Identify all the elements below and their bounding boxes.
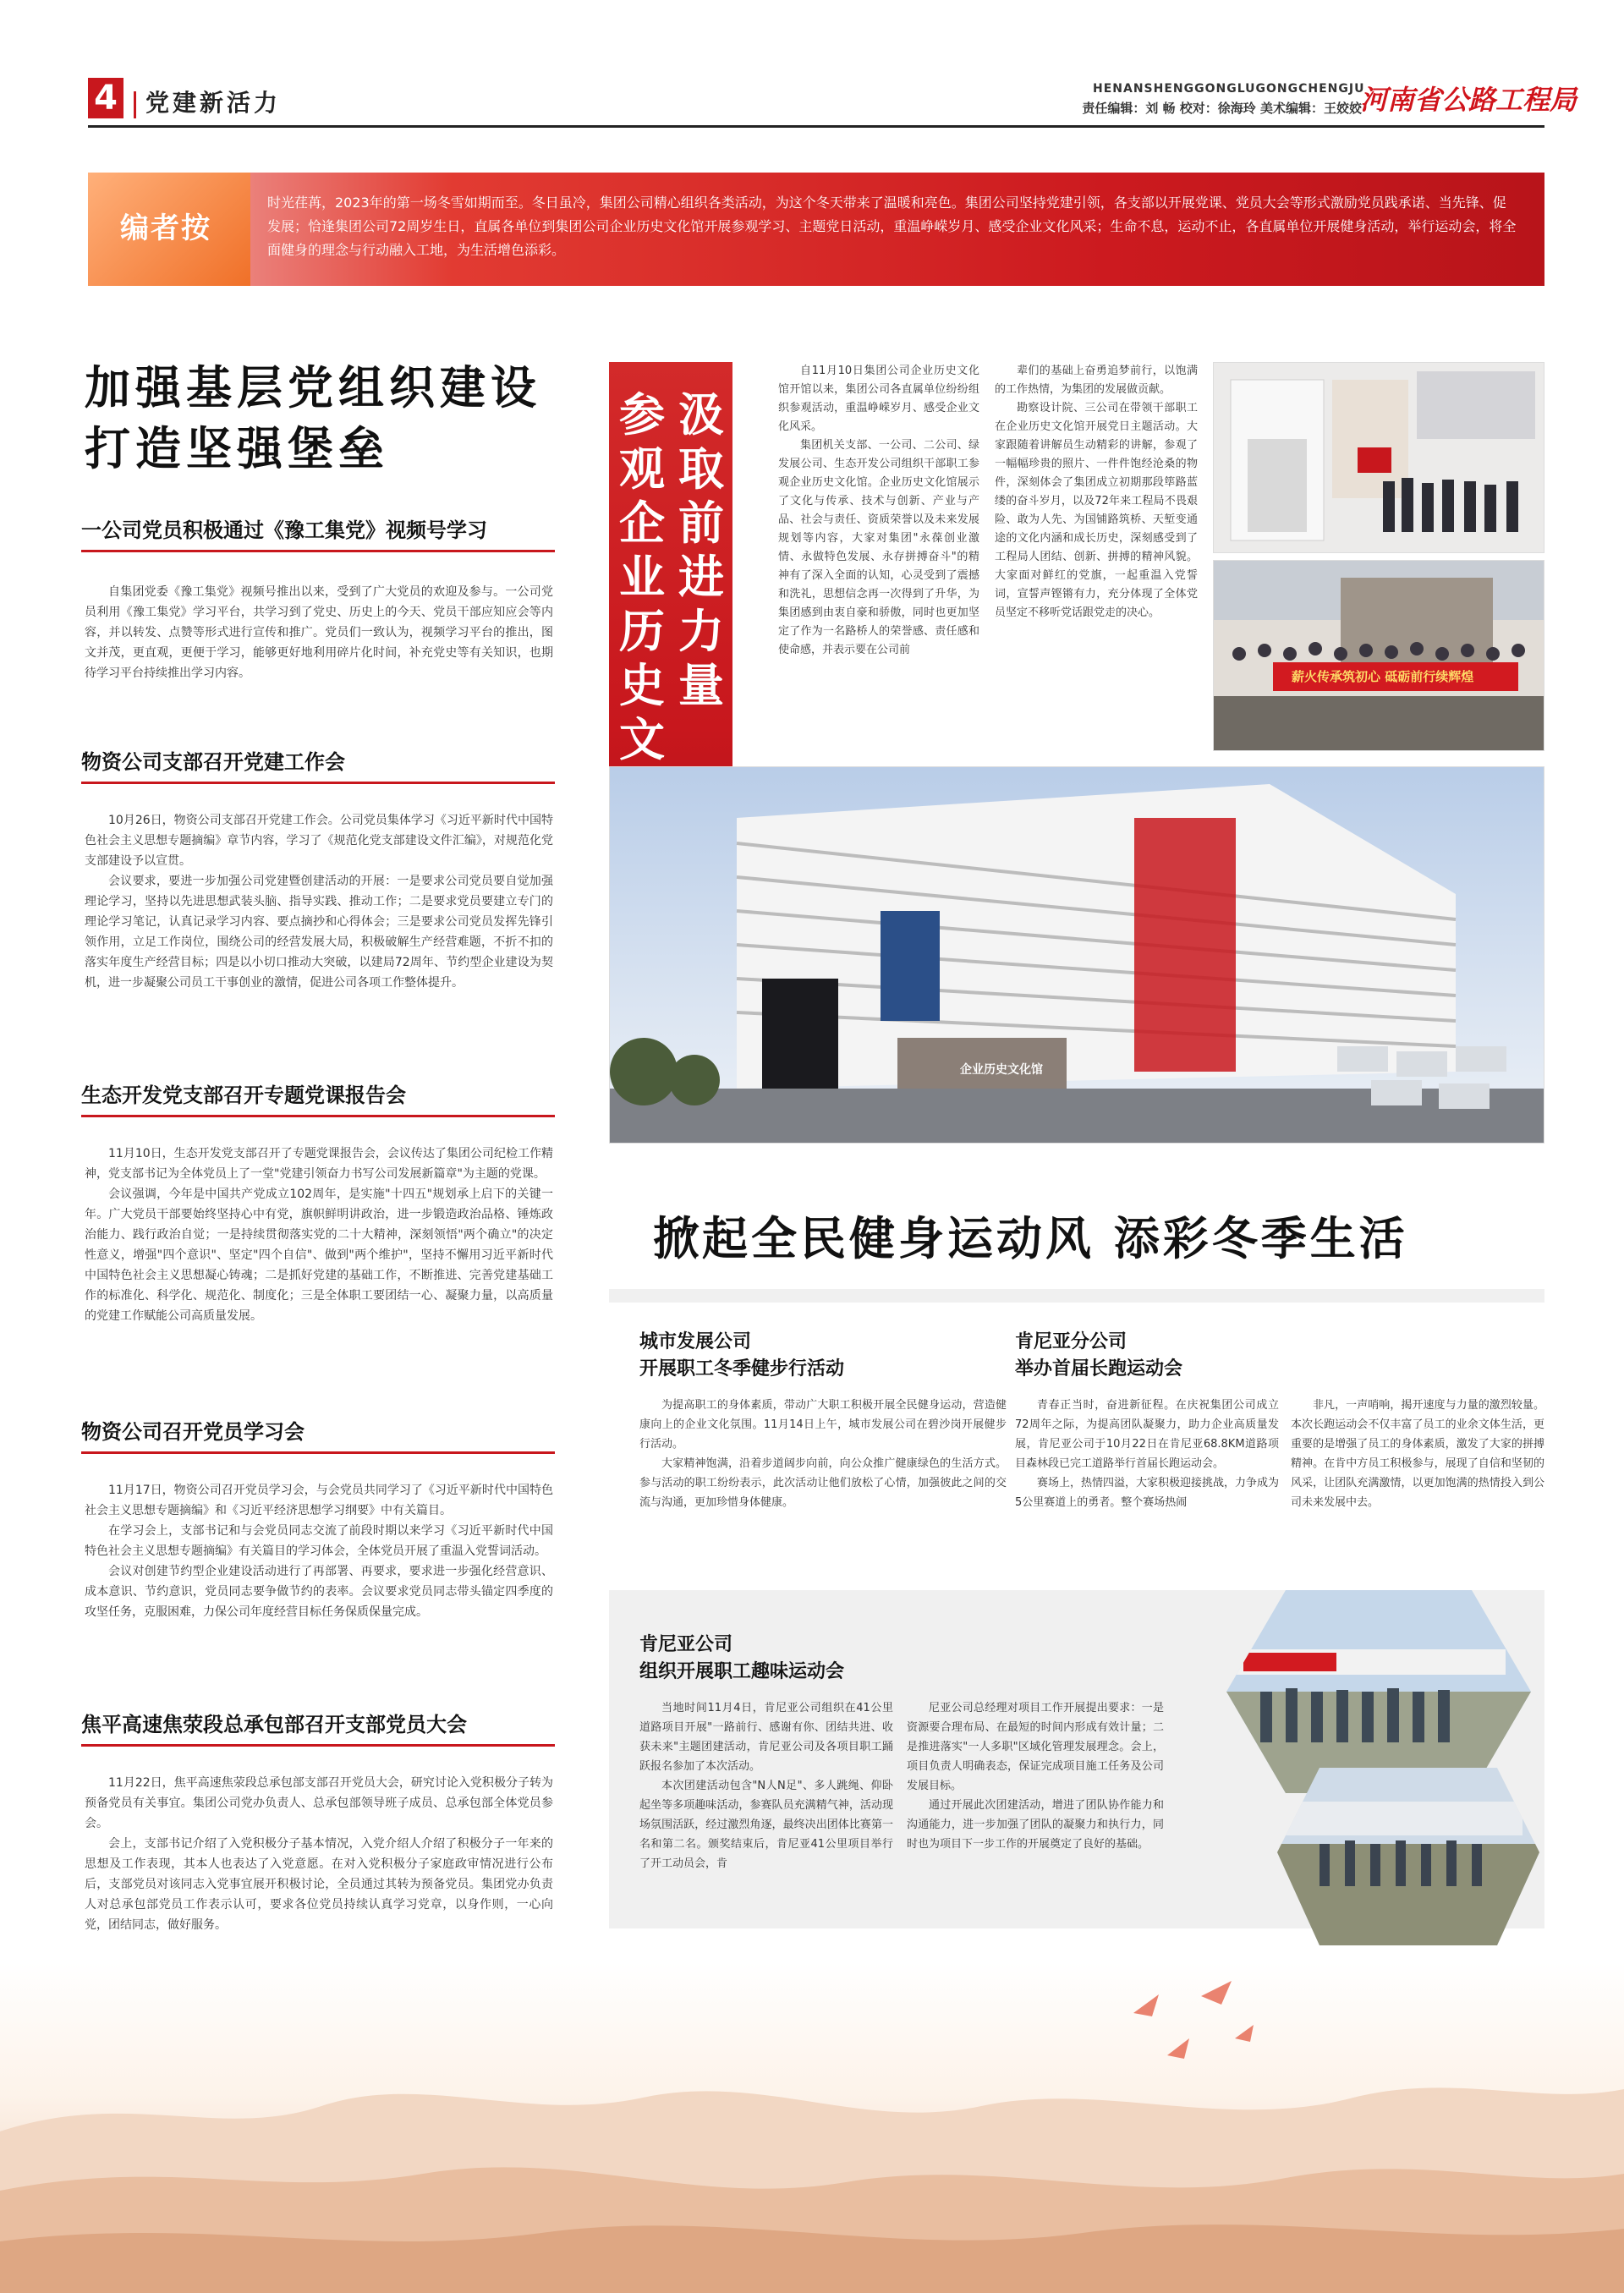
header-editors: 责任编辑：刘 畅 校对：徐海玲 美术编辑：王姣姣 [1082, 101, 1362, 116]
sports-b-body-col2 [1291, 1396, 1544, 1512]
article-head-rule [81, 550, 555, 552]
paragraph: 赛场上，热情四溢，大家积极迎接挑战，力争成为5公里赛道上的勇者。整个赛场热闹 [1015, 1477, 1280, 1509]
article-head-text: 物资公司支部召开党建工作会 [81, 749, 345, 774]
photo-exhibition-hall-art [1214, 363, 1544, 553]
article-head-text: 生态开发党支部召开专题党课报告会 [81, 1083, 406, 1107]
feature-banner-col1: 汲取前进力量 [678, 387, 724, 712]
page-number: 4 [88, 78, 123, 118]
photo-history-museum [609, 766, 1544, 1144]
article-body-5 [85, 1773, 553, 1935]
article-head-rule [81, 1451, 555, 1454]
article-body-3 [85, 1144, 553, 1326]
sports-top-band [609, 1289, 1544, 1303]
article-head-rule [81, 1744, 555, 1747]
editor-note-tag [88, 173, 250, 286]
photo-group-banner-art [1214, 561, 1544, 751]
photo-history-museum-art [610, 767, 1544, 1144]
sports-c-head [639, 1631, 844, 1685]
paragraph: 本次团建活动包含"N人N足"、多人跳绳、仰卧起坐等多项趣味活动，参赛队员充满精气神，活动现场氛围活跃，经过激烈角逐，最终决出团体比赛第一名和第二名。颁奖结束后，肯尼亚41公里项目举行了开工动员会，肯 [639, 1780, 893, 1870]
footer-landscape [0, 1962, 1624, 2293]
paragraph: 尼亚公司总经理对项目工作开展提出要求：一是资源要合理布局、在最短的时间内形成有效计量；二是推进落实"一人多职"区域化管理发展理念。会上，项目负责人明确表态，保证完成项目施工任务及公司发展目标。 [907, 1702, 1164, 1792]
photo-exhibition-hall [1213, 362, 1544, 553]
article-body-1 [85, 582, 553, 683]
paragraph: 辈们的基础上奋勇追梦前行，以饱满的工作热情，为集团的发展做贡献。 [995, 365, 1198, 396]
feature-text-col2 [995, 362, 1198, 623]
paragraph: 当地时间11月4日，肯尼亚公司组织在41公里道路项目开展"一路前行、感谢有你、团结共进、收获未来"主题团建活动，肯尼亚公司及各项目职工踊跃报名参加了本次活动。 [639, 1702, 893, 1773]
article-head-rule [81, 782, 555, 784]
footer-mountains-art [0, 1962, 1624, 2293]
paragraph: 集团机关支部、一公司、二公司、绿发展公司、生态开发公司组织干部职工参观企业历史文化馆。企业历史文化馆展示了文化与传承、技术与创新、产业与产品、社会与责任、资质荣誉以及未来发展规划等内容，大家对集团"永葆创业激情、永做特色发展、永存拼搏奋斗"的精神有了深入全面的认知，心灵受到了震撼和洗礼，思想信念再一次得到了升华，为集团感到由衷自豪和骄傲，同时也更加坚定了作为一名路桥人的荣誉感、责任感和使命感，并表示要在公司前 [778, 439, 979, 656]
paragraph: 勘察设计院、三公司在带领干部职工在企业历史文化馆开展党日主题活动。大家跟随着讲解员生动精彩的讲解，参观了一幅幅珍贵的照片、一件件饱经沧桑的物件，深刻体会了集团成立初期那段筚路蓝缕的奋斗岁月，以及72年来工程局不畏艰险、敢为人先、为国铺路筑桥、天堑变通途的文化内涵和成长历史，深刻感受到了工程局人团结、创新、拼搏的精神风貌。大家面对鲜红的党旗，一起重温入党誓词，宣誓声铿锵有力，充分体现了全体党员坚定不移听党话跟党走的决心。 [995, 402, 1198, 619]
sports-b-body-col1 [1015, 1396, 1279, 1512]
left-main-title-line1: 加强基层党组织建设 [85, 360, 541, 414]
section-title: 党建新活力 [145, 89, 282, 117]
paragraph: 为提高职工的身体素质，带动广大职工积极开展全民健身运动，营造健康向上的企业文化氛围。11月14日上午，城市发展公司在碧沙岗开展健步行活动。 [639, 1399, 1007, 1451]
article-head-text: 一公司党员积极通过《豫工集党》视频号学习 [81, 518, 487, 542]
paragraph: 会议强调，今年是中国共产党成立102周年，是实施"十四五"规划承上启下的关键一年。广大党员干部要始终坚持心中有党，旗帜鲜明讲政治，进一步锻造政治品格、锤炼政治能力、践行政治自觉；一是持续贯彻落实党的二十大精神，深刻领悟"两个确立"的决定性意义，增强"四个意识"、坚定"四个自信"、做到"两个维护"，坚持不懈用习近平新时代中国特色社会主义思想凝心铸魂；二是抓好党建的基础工作，不断推进、完善党建基础工作的标准化、科学化、规范化、制度化；三是全体职工要团结一心、凝聚力量，以高质量的党建工作赋能公司高质量发展。 [85, 1188, 553, 1323]
hexagon-photos [1193, 1590, 1539, 1962]
article-head-2 [81, 748, 555, 785]
paragraph: 自11月10日集团公司企业历史文化馆开馆以来，集团公司各直属单位纷纷组织参观活动，重温峥嵘岁月、感受企业文化风采。 [778, 365, 979, 433]
sports-c-body-col2 [907, 1698, 1164, 1854]
sports-b-head1: 肯尼亚分公司 [1015, 1330, 1127, 1352]
sports-a-head2: 开展职工冬季健步行活动 [639, 1358, 845, 1380]
sports-b-head2: 举办首届长跑运动会 [1015, 1358, 1183, 1380]
paragraph: 大家精神饱满，沿着步道阔步向前，向公众推广健康绿色的生活方式。参与活动的职工纷纷表示，此次活动让他们放松了心情，加强彼此之间的交流与沟通，更加珍惜身体健康。 [639, 1457, 1007, 1509]
left-main-title-line2: 打造坚强堡垒 [85, 421, 389, 475]
feature-banner-col2: 参观企业历史文 [619, 387, 665, 766]
article-body-4 [85, 1480, 553, 1622]
sports-a-body [639, 1396, 1007, 1512]
header-rule [88, 125, 1544, 128]
sports-b-head [1015, 1328, 1182, 1382]
paragraph: 青春正当时，奋进新征程。在庆祝集团公司成立72周年之际，为提高团队凝聚力，助力企业高质量发展，肯尼亚公司于10月22日在肯尼亚68.8KM道路项目森林段已完工道路举行首届长跑运动会。 [1015, 1399, 1279, 1470]
brand-logo: 河南省公路工程局 [1360, 84, 1577, 116]
paragraph: 通过开展此次团建活动，增进了团队协作能力和沟通能力，进一步加强了团队的凝聚力和执行力，同时也为项目下一步工作的开展奠定了良好的基础。 [907, 1799, 1164, 1851]
paragraph: 11月22日，焦平高速焦荥段总承包部支部召开党员大会，研究讨论入党积极分子转为预备党员有关事宜。集团公司党办负责人、总承包部领导班子成员、总承包部全体党员参会。 [85, 1776, 553, 1830]
left-main-title [85, 357, 609, 479]
article-body-2 [85, 810, 553, 993]
sports-c-head2: 组织开展职工趣味运动会 [639, 1660, 845, 1682]
paragraph: 自集团党委《豫工集党》视频号推出以来，受到了广大党员的欢迎及参与。一公司党员利用《豫工集党》学习平台，共学习到了党史、历史上的今天、党员干部应知应会等内容，并以转发、点赞等形式进行宣传和推广。党员们一致认为，视频学习平台的推出，图文并茂，更直观，更便于学习，能够更好地利用碎片化时间，补充党史等有关知识，也期待学习平台持续推出学习内容。 [85, 585, 553, 680]
paragraph: 会议对创建节约型企业建设活动进行了再部署、再要求，要求进一步强化经营意识、成本意识、节约意识，党员同志要争做节约的表率。会议要求党员同志带头锚定四季度的攻坚任务，克服困难，力保公司年度经营目标任务保质保量完成。 [85, 1565, 553, 1619]
paragraph: 11月17日，物资公司召开党员学习会，与会党员共同学习了《习近平新时代中国特色社会主义思想专题摘编》和《习近平经济思想学习纲要》中有关篇目。 [85, 1484, 553, 1517]
header-divider [134, 91, 136, 118]
article-head-text: 焦平高速焦荥段总承包部召开支部党员大会 [81, 1712, 467, 1736]
article-head-rule [81, 1115, 555, 1117]
editor-note-tag-label: 编者按 [120, 211, 211, 245]
paragraph: 10月26日，物资公司支部召开党建工作会。公司党员集体学习《习近平新时代中国特色社会主义思想专题摘编》章节内容，学习了《规范化党支部建设文件汇编》，对规范化党支部建设予以宣贯。 [85, 814, 553, 868]
feature-text-col1 [778, 362, 979, 660]
article-head-4 [81, 1418, 555, 1455]
article-head-1 [81, 516, 555, 553]
editor-note-text: 时光荏苒，2023年的第一场冬雪如期而至。冬日虽冷，集团公司精心组织各类活动，为这个冬天带来了温暖和亮色。集团公司坚持党建引领，各支部以开展党课、党员大会等形式激励党员践承诺、当先锋、促发展；恰逢集团公司72周岁生日，直属各单位到集团公司企业历史文化馆开展参观学习、主题党日活动，重温峥嵘岁月、感受企业文化风采；生命不息，运动不止，各直属单位开展健身活动，举行运动会，将全面健身的理念与行动融入工地，为生活增色添彩。 [267, 195, 1517, 258]
article-head-5 [81, 1710, 555, 1747]
paragraph: 会议要求，要进一步加强公司党建暨创建活动的开展：一是要求公司党员要自觉加强理论学习，坚持以先进思想武装头脑、指导实践、推动工作；二是要求党员要建立专门的理论学习笔记，认真记录学习内容、要点摘抄和心得体会；三是要求公司党员发挥先锋引领作用，立足工作岗位，围绕公司的经营发展大局，积极破解生产经营难题，不折不扣的落实年度生产经营目标；四是以小切口推动大突破，以建局72周年、节约型企业建设为契机，进一步凝聚公司员工干事创业的激情，促进公司各项工作整体提升。 [85, 875, 553, 990]
sports-a-head [639, 1328, 844, 1382]
paragraph: 非凡，一声哨响，揭开速度与力量的激烈较量。本次长跑运动会不仅丰富了员工的业余文体生活，更重要的是增强了员工的身体素质，激发了大家的拼搏精神。在肯中方员工积极参与，展现了自信和坚韧的风采，让团队充满激情，以更加饱满的热情投入到公司未来发展中去。 [1291, 1399, 1544, 1509]
photo-banner-text: 薪火传承筑初心 砥砺前行续辉煌 [1292, 669, 1474, 684]
paragraph: 会上，支部书记介绍了入党积极分子基本情况，入党介绍人介绍了积极分子一年来的思想及工作表现，其本人也表达了入党意愿。在对入党积极分子家庭政审情况进行公布后，支部党员对该同志入党事宜展开积极讨论，全员通过其转为预备党员。集团党办负责人对总承包部党员工作表示认可，要求各位党员持续认真学习党章，以身作则，一心向党，团结同志，做好服务。 [85, 1837, 553, 1932]
article-head-text: 物资公司召开党员学习会 [81, 1419, 304, 1444]
sports-c-head1: 肯尼亚公司 [639, 1633, 733, 1655]
sports-title: 掀起全民健身运动风 添彩冬季生活 [653, 1211, 1408, 1265]
sports-c-body-col1 [639, 1698, 893, 1873]
paragraph: 11月10日，生态开发党支部召开了专题党课报告会，会议传达了集团公司纪检工作精神，党支部书记为全体党员上了一堂"党建引领奋力书写公司发展新篇章"为主题的党课。 [85, 1147, 553, 1181]
header-pinyin: HENANSHENGGONGLUGONGCHENGJU [1093, 82, 1365, 96]
paragraph: 在学习会上，支部书记和与会党员同志交流了前段时期以来学习《习近平新时代中国特色社会主义思想专题摘编》有关篇目的学习体会，全体党员开展了重温入党誓词活动。 [85, 1524, 553, 1558]
sports-a-head1: 城市发展公司 [639, 1330, 752, 1352]
article-head-3 [81, 1081, 555, 1118]
building-sign: 企业历史文化馆 [960, 1063, 1043, 1077]
photo-group-banner [1213, 560, 1544, 751]
